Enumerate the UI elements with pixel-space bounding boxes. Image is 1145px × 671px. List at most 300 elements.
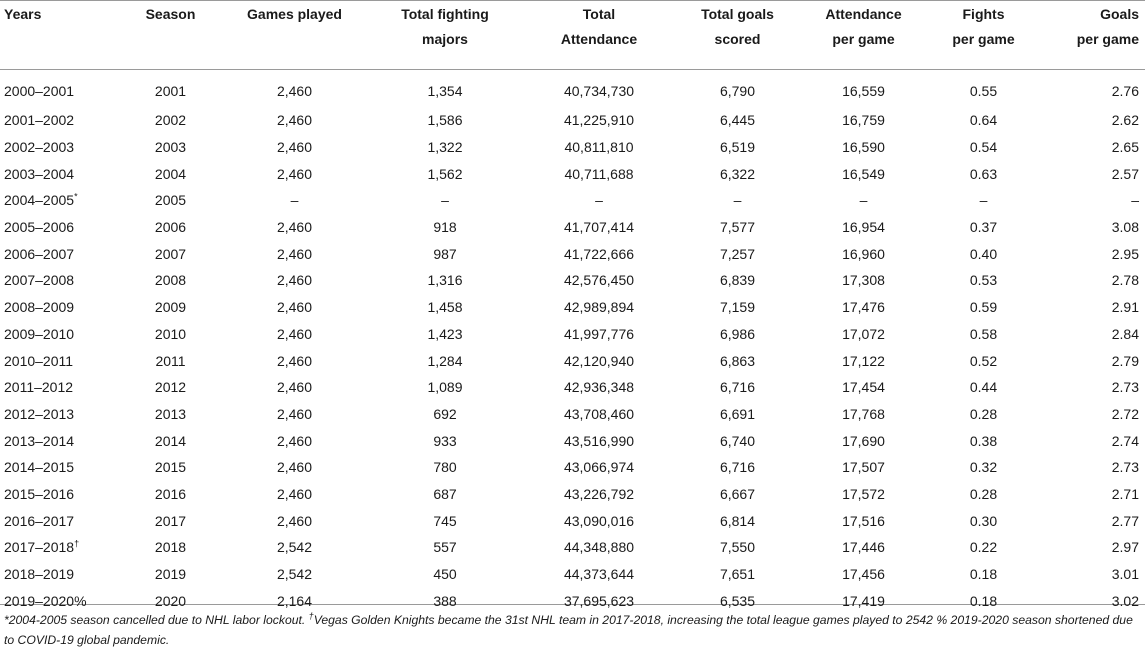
- cell-fights-per-game: [926, 107, 1041, 134]
- cell-season-value: 2003: [154, 139, 187, 156]
- cell-total-attendance: [524, 267, 674, 294]
- cell-fighting-majors-value: 1,354: [427, 83, 463, 99]
- cell-fighting-majors: [366, 561, 524, 588]
- cell-fights-per-game-value: 0.30: [969, 512, 998, 529]
- cell-goals-per-game: [1041, 321, 1145, 348]
- cell-fights-per-game-value: 0.53: [969, 272, 998, 289]
- cell-fights-per-game-value: 0.44: [969, 379, 998, 396]
- cell-games-played: [223, 240, 366, 267]
- cell-fights-per-game-value: 0.28: [969, 485, 998, 502]
- table-row: [0, 294, 1145, 321]
- cell-goals-per-game-value: 2.77: [1111, 512, 1139, 529]
- cell-goals-per-game-value: 3.01: [1111, 566, 1139, 583]
- table-row: [0, 534, 1145, 561]
- cell-attendance-per-game-value: 17,690: [842, 432, 885, 449]
- header-att-pg-line1: Attendance: [825, 6, 902, 22]
- cell-attendance-per-game-value: –: [859, 192, 868, 209]
- cell-fights-per-game: [926, 374, 1041, 401]
- cell-games-played: [223, 481, 366, 508]
- cell-years: [0, 294, 118, 321]
- cell-years-value: 2017–2018: [4, 539, 75, 556]
- cell-fights-per-game-value: 0.59: [969, 299, 998, 316]
- cell-season-value: 2010: [154, 325, 187, 342]
- cell-games-played: [223, 427, 366, 454]
- header-years: [0, 0, 118, 69]
- cell-total-attendance-value: 43,090,016: [563, 512, 635, 529]
- cell-fighting-majors: [366, 427, 524, 454]
- cell-fights-per-game: [926, 160, 1041, 187]
- cell-goals-per-game: [1041, 427, 1145, 454]
- cell-total-goals: [674, 214, 801, 241]
- cell-season-value: 2018: [154, 539, 187, 556]
- cell-years-value: 2002–2003: [4, 139, 75, 156]
- cell-fighting-majors-value: 1,316: [427, 272, 463, 289]
- cell-total-goals-value: 6,986: [719, 325, 756, 342]
- cell-years: [0, 160, 118, 187]
- cell-attendance-per-game: [801, 454, 926, 481]
- table-row: [0, 347, 1145, 374]
- cell-total-attendance-value: 42,576,450: [563, 272, 635, 289]
- header-goals-line1: Total goals: [701, 6, 774, 22]
- cell-fights-per-game-value: 0.55: [969, 83, 998, 99]
- cell-fighting-majors: [366, 214, 524, 241]
- header-season-label: Season: [145, 6, 196, 22]
- cell-goals-per-game: [1041, 107, 1145, 134]
- cell-fights-per-game: [926, 347, 1041, 374]
- cell-total-goals-value: 6,667: [719, 485, 756, 502]
- cell-attendance-per-game: [801, 69, 926, 107]
- cell-years-value: 2000–2001: [4, 83, 75, 99]
- cell-goals-per-game: [1041, 134, 1145, 161]
- cell-years: [0, 240, 118, 267]
- cell-total-attendance: [524, 427, 674, 454]
- cell-fighting-majors-value: –: [441, 192, 449, 209]
- cell-games-played-value: 2,164: [276, 592, 313, 609]
- cell-total-attendance-value: 40,811,810: [564, 139, 634, 156]
- cell-fights-per-game: [926, 481, 1041, 508]
- cell-fighting-majors: [366, 267, 524, 294]
- header-fighting-majors: [366, 0, 524, 69]
- cell-games-played: [223, 454, 366, 481]
- cell-fighting-majors-value: 450: [433, 566, 457, 583]
- cell-goals-per-game: [1041, 160, 1145, 187]
- cell-games-played-value: 2,460: [276, 83, 313, 99]
- cell-total-goals-value: 7,651: [719, 566, 756, 583]
- cell-fights-per-game: [926, 187, 1041, 214]
- cell-games-played-value: 2,460: [276, 405, 313, 422]
- header-row: [0, 0, 1145, 69]
- cell-attendance-per-game: [801, 214, 926, 241]
- cell-total-attendance-value: 40,711,688: [564, 165, 634, 182]
- cell-season: [118, 267, 223, 294]
- cell-fighting-majors-value: 692: [433, 405, 457, 422]
- cell-season-value: 2013: [154, 405, 187, 422]
- cell-season-value: 2020: [154, 592, 187, 609]
- cell-fighting-majors: [366, 107, 524, 134]
- cell-total-goals: [674, 507, 801, 534]
- cell-total-attendance-value: 44,348,880: [563, 539, 635, 556]
- footnote-marker: †: [74, 538, 80, 549]
- cell-games-played-value: 2,460: [276, 112, 313, 129]
- cell-total-goals: [674, 374, 801, 401]
- cell-total-goals: [674, 107, 801, 134]
- cell-total-goals-value: 6,716: [719, 379, 756, 396]
- cell-fighting-majors: [366, 481, 524, 508]
- cell-fighting-majors-value: 1,423: [427, 325, 463, 342]
- cell-attendance-per-game-value: 17,507: [842, 459, 885, 476]
- cell-total-attendance: [524, 214, 674, 241]
- cell-season: [118, 427, 223, 454]
- table-row: [0, 321, 1145, 348]
- cell-fights-per-game: [926, 69, 1041, 107]
- cell-total-goals: [674, 240, 801, 267]
- cell-goals-per-game-value: 2.73: [1111, 459, 1139, 476]
- cell-fighting-majors-value: 745: [433, 512, 457, 529]
- cell-attendance-per-game: [801, 481, 926, 508]
- cell-total-attendance-value: 41,225,910: [563, 112, 635, 129]
- header-total-attendance: [524, 0, 674, 69]
- cell-attendance-per-game-value: 16,759: [842, 112, 885, 129]
- cell-total-goals: [674, 347, 801, 374]
- cell-years-value: 2008–2009: [4, 299, 75, 316]
- cell-total-attendance-value: 42,120,940: [563, 352, 635, 369]
- cell-fights-per-game-value: 0.28: [969, 405, 998, 422]
- cell-fighting-majors-value: 557: [433, 539, 457, 556]
- cell-total-goals: [674, 534, 801, 561]
- table-row: [0, 69, 1145, 107]
- cell-years: [0, 187, 118, 214]
- cell-years: [0, 454, 118, 481]
- cell-fights-per-game: [926, 240, 1041, 267]
- cell-attendance-per-game-value: 16,549: [842, 165, 885, 182]
- cell-total-attendance: [524, 454, 674, 481]
- footnote-lockout: *2004-2005 season cancelled due to NHL labor lockout.: [4, 613, 309, 627]
- cell-games-played-value: 2,460: [276, 325, 313, 342]
- cell-goals-per-game: [1041, 267, 1145, 294]
- cell-fights-per-game-value: 0.37: [969, 219, 998, 236]
- cell-total-goals-value: 6,716: [719, 459, 756, 476]
- cell-season: [118, 561, 223, 588]
- cell-attendance-per-game-value: 17,768: [842, 405, 885, 422]
- cell-attendance-per-game: [801, 507, 926, 534]
- header-fighting-line1: Total fighting: [401, 6, 489, 22]
- cell-goals-per-game: [1041, 69, 1145, 107]
- cell-fights-per-game-value: 0.64: [969, 112, 998, 129]
- cell-fighting-majors-value: 1,089: [427, 379, 463, 396]
- cell-fights-per-game-value: 0.32: [969, 459, 998, 476]
- cell-attendance-per-game: [801, 534, 926, 561]
- cell-fighting-majors: [366, 134, 524, 161]
- cell-total-attendance: [524, 401, 674, 428]
- cell-goals-per-game-value: 2.91: [1111, 299, 1139, 316]
- cell-games-played-value: 2,460: [276, 165, 313, 182]
- header-games-played: [223, 0, 366, 69]
- cell-total-attendance: [524, 507, 674, 534]
- cell-fights-per-game: [926, 294, 1041, 321]
- cell-season-value: 2012: [154, 379, 187, 396]
- cell-attendance-per-game: [801, 294, 926, 321]
- cell-fighting-majors-value: 1,586: [427, 112, 463, 129]
- cell-fights-per-game: [926, 454, 1041, 481]
- cell-goals-per-game: [1041, 534, 1145, 561]
- footnote-dagger: †: [308, 610, 314, 621]
- cell-games-played: [223, 107, 366, 134]
- footnote-marker: *: [74, 191, 78, 202]
- cell-total-attendance-value: 43,066,974: [563, 459, 635, 476]
- cell-years: [0, 214, 118, 241]
- cell-fights-per-game-value: 0.40: [969, 245, 998, 262]
- cell-total-goals: [674, 267, 801, 294]
- cell-goals-per-game-value: 2.95: [1111, 245, 1139, 262]
- cell-years: [0, 69, 118, 107]
- cell-fights-per-game: [926, 534, 1041, 561]
- cell-goals-per-game-value: 2.57: [1111, 165, 1139, 182]
- cell-fights-per-game: [926, 214, 1041, 241]
- cell-fighting-majors: [366, 454, 524, 481]
- cell-fighting-majors: [366, 534, 524, 561]
- table-row: [0, 454, 1145, 481]
- cell-fights-per-game-value: –: [979, 192, 988, 209]
- cell-season: [118, 507, 223, 534]
- cell-games-played-value: 2,542: [276, 539, 313, 556]
- cell-games-played-value: 2,460: [276, 512, 313, 529]
- cell-fighting-majors-value: 388: [433, 592, 457, 609]
- cell-attendance-per-game-value: 17,446: [842, 539, 885, 556]
- cell-total-goals-value: 6,535: [719, 592, 756, 609]
- cell-attendance-per-game: [801, 187, 926, 214]
- cell-attendance-per-game-value: 16,954: [842, 219, 885, 236]
- cell-fights-per-game-value: 0.38: [969, 432, 998, 449]
- cell-attendance-per-game-value: 17,516: [842, 512, 885, 529]
- cell-fights-per-game: [926, 321, 1041, 348]
- cell-attendance-per-game: [801, 427, 926, 454]
- cell-years-value: 2003–2004: [4, 165, 75, 182]
- header-attendance-line1: Total: [582, 6, 616, 22]
- cell-games-played-value: 2,460: [276, 299, 313, 316]
- cell-games-played: [223, 160, 366, 187]
- cell-fighting-majors-value: 933: [433, 432, 457, 449]
- cell-years-value: 2005–2006: [4, 219, 75, 236]
- table-footnote: [4, 610, 1140, 650]
- cell-goals-per-game: [1041, 401, 1145, 428]
- cell-season-value: 2001: [154, 83, 187, 99]
- header-goals-line2: scored: [714, 31, 761, 47]
- cell-season: [118, 347, 223, 374]
- cell-games-played: [223, 214, 366, 241]
- cell-fighting-majors-value: 987: [433, 245, 457, 262]
- cell-games-played-value: 2,460: [276, 219, 313, 236]
- cell-attendance-per-game: [801, 107, 926, 134]
- cell-fighting-majors-value: 1,458: [427, 299, 463, 316]
- footnote-vegas-covid: Vegas Golden Knights became the 31st NHL team in 2017-2018, increasing the total league games played to 2542 % 2019-2020 season shortened due to COVID-19 global pandemic.: [4, 613, 1133, 647]
- cell-season-value: 2007: [154, 245, 187, 262]
- table-row: [0, 427, 1145, 454]
- cell-season-value: 2006: [154, 219, 187, 236]
- header-season: [118, 0, 223, 69]
- cell-attendance-per-game-value: 17,454: [842, 379, 885, 396]
- cell-season: [118, 134, 223, 161]
- cell-games-played: [223, 69, 366, 107]
- cell-games-played: [223, 347, 366, 374]
- header-fights-per-game: [926, 0, 1041, 69]
- cell-fights-per-game: [926, 267, 1041, 294]
- cell-total-goals: [674, 294, 801, 321]
- cell-years: [0, 134, 118, 161]
- table-row: [0, 240, 1145, 267]
- cell-years-value: 2019–2020%: [4, 592, 87, 609]
- table-row: [0, 481, 1145, 508]
- cell-games-played: [223, 294, 366, 321]
- cell-games-played: [223, 267, 366, 294]
- cell-goals-per-game-value: –: [1131, 192, 1139, 209]
- cell-season: [118, 214, 223, 241]
- cell-season: [118, 321, 223, 348]
- header-attendance-per-game: [801, 0, 926, 69]
- cell-years: [0, 561, 118, 588]
- cell-total-goals-value: 6,445: [719, 112, 756, 129]
- table-row: [0, 134, 1145, 161]
- cell-total-goals: [674, 321, 801, 348]
- header-years-label: Years: [4, 6, 42, 22]
- cell-total-goals: [674, 187, 801, 214]
- table-row: [0, 401, 1145, 428]
- cell-total-goals-value: 6,740: [719, 432, 756, 449]
- cell-attendance-per-game-value: 17,308: [842, 272, 885, 289]
- cell-games-played-value: 2,460: [276, 139, 313, 156]
- cell-total-attendance: [524, 534, 674, 561]
- cell-fighting-majors: [366, 187, 524, 214]
- cell-attendance-per-game-value: 17,122: [842, 352, 885, 369]
- cell-fights-per-game-value: 0.54: [969, 139, 998, 156]
- cell-fighting-majors: [366, 294, 524, 321]
- cell-total-goals: [674, 69, 801, 107]
- cell-years-value: 2014–2015: [4, 459, 75, 476]
- table-row: [0, 160, 1145, 187]
- cell-attendance-per-game: [801, 561, 926, 588]
- cell-years: [0, 374, 118, 401]
- cell-goals-per-game-value: 2.76: [1111, 83, 1139, 99]
- cell-fighting-majors-value: 1,322: [427, 139, 463, 156]
- cell-goals-per-game: [1041, 507, 1145, 534]
- cell-games-played: [223, 187, 366, 214]
- cell-years-value: 2001–2002: [4, 112, 75, 129]
- cell-total-attendance-value: 40,734,730: [563, 83, 635, 99]
- cell-games-played-value: 2,542: [276, 566, 313, 583]
- cell-season-value: 2009: [154, 299, 187, 316]
- table-row: [0, 187, 1145, 214]
- cell-goals-per-game-value: 2.62: [1111, 112, 1139, 129]
- header-fights-pg-line1: Fights: [962, 6, 1005, 22]
- cell-total-goals: [674, 481, 801, 508]
- cell-total-goals: [674, 160, 801, 187]
- cell-season: [118, 160, 223, 187]
- cell-games-played: [223, 534, 366, 561]
- cell-fighting-majors-value: 1,562: [427, 165, 463, 182]
- table-row: [0, 214, 1145, 241]
- cell-season-value: 2011: [155, 352, 186, 369]
- cell-total-goals-value: 7,159: [719, 299, 756, 316]
- cell-goals-per-game: [1041, 347, 1145, 374]
- cell-games-played-value: 2,460: [276, 459, 313, 476]
- table-row: [0, 561, 1145, 588]
- cell-attendance-per-game: [801, 160, 926, 187]
- cell-total-goals: [674, 454, 801, 481]
- cell-total-attendance: [524, 294, 674, 321]
- cell-season-value: 2008: [154, 272, 187, 289]
- cell-attendance-per-game: [801, 134, 926, 161]
- cell-years: [0, 347, 118, 374]
- cell-games-played-value: –: [290, 192, 299, 209]
- cell-games-played-value: 2,460: [276, 245, 313, 262]
- cell-attendance-per-game-value: 16,559: [842, 83, 885, 99]
- cell-total-attendance-value: 41,722,666: [563, 245, 635, 262]
- cell-fighting-majors: [366, 347, 524, 374]
- cell-years: [0, 107, 118, 134]
- cell-attendance-per-game: [801, 374, 926, 401]
- cell-attendance-per-game-value: 17,456: [842, 566, 885, 583]
- cell-attendance-per-game-value: 16,590: [842, 139, 885, 156]
- cell-goals-per-game-value: 2.73: [1111, 379, 1139, 396]
- cell-years: [0, 481, 118, 508]
- cell-season-value: 2015: [154, 459, 187, 476]
- cell-fighting-majors-value: 918: [433, 219, 457, 236]
- cell-years-value: 2015–2016: [4, 485, 75, 502]
- cell-total-goals-value: 6,691: [719, 405, 756, 422]
- cell-games-played: [223, 401, 366, 428]
- cell-years-value: 2004–2005: [4, 192, 75, 209]
- cell-games-played-value: 2,460: [276, 432, 313, 449]
- cell-season-value: 2017: [154, 512, 187, 529]
- cell-total-goals-value: 6,839: [719, 272, 756, 289]
- cell-games-played: [223, 507, 366, 534]
- cell-total-attendance: [524, 374, 674, 401]
- cell-goals-per-game-value: 3.02: [1111, 592, 1139, 609]
- cell-season-value: 2016: [154, 485, 187, 502]
- cell-goals-per-game-value: 2.84: [1111, 325, 1139, 342]
- cell-years: [0, 267, 118, 294]
- cell-goals-per-game-value: 2.79: [1111, 352, 1139, 369]
- cell-total-goals-value: –: [733, 192, 742, 209]
- cell-season: [118, 187, 223, 214]
- cell-attendance-per-game: [801, 240, 926, 267]
- header-games-played-label: Games played: [247, 6, 342, 22]
- cell-total-attendance: [524, 160, 674, 187]
- cell-total-attendance: [524, 481, 674, 508]
- cell-games-played-value: 2,460: [276, 352, 313, 369]
- cell-years: [0, 507, 118, 534]
- cell-attendance-per-game-value: 16,960: [842, 245, 885, 262]
- cell-total-attendance: [524, 561, 674, 588]
- table-body: [0, 69, 1145, 614]
- cell-total-goals-value: 6,519: [719, 139, 756, 156]
- cell-season: [118, 534, 223, 561]
- cell-total-goals: [674, 401, 801, 428]
- cell-years-value: 2012–2013: [4, 405, 75, 422]
- cell-total-attendance: [524, 347, 674, 374]
- cell-goals-per-game: [1041, 374, 1145, 401]
- cell-attendance-per-game-value: 17,072: [842, 325, 885, 342]
- cell-total-goals: [674, 561, 801, 588]
- cell-goals-per-game: [1041, 187, 1145, 214]
- cell-season: [118, 481, 223, 508]
- cell-attendance-per-game: [801, 401, 926, 428]
- cell-total-goals-value: 7,577: [719, 219, 756, 236]
- header-attendance-line2: Attendance: [560, 31, 638, 47]
- cell-season-value: 2014: [154, 432, 187, 449]
- cell-years-value: 2016–2017: [4, 512, 75, 529]
- cell-total-goals-value: 6,790: [719, 83, 756, 99]
- cell-season: [118, 294, 223, 321]
